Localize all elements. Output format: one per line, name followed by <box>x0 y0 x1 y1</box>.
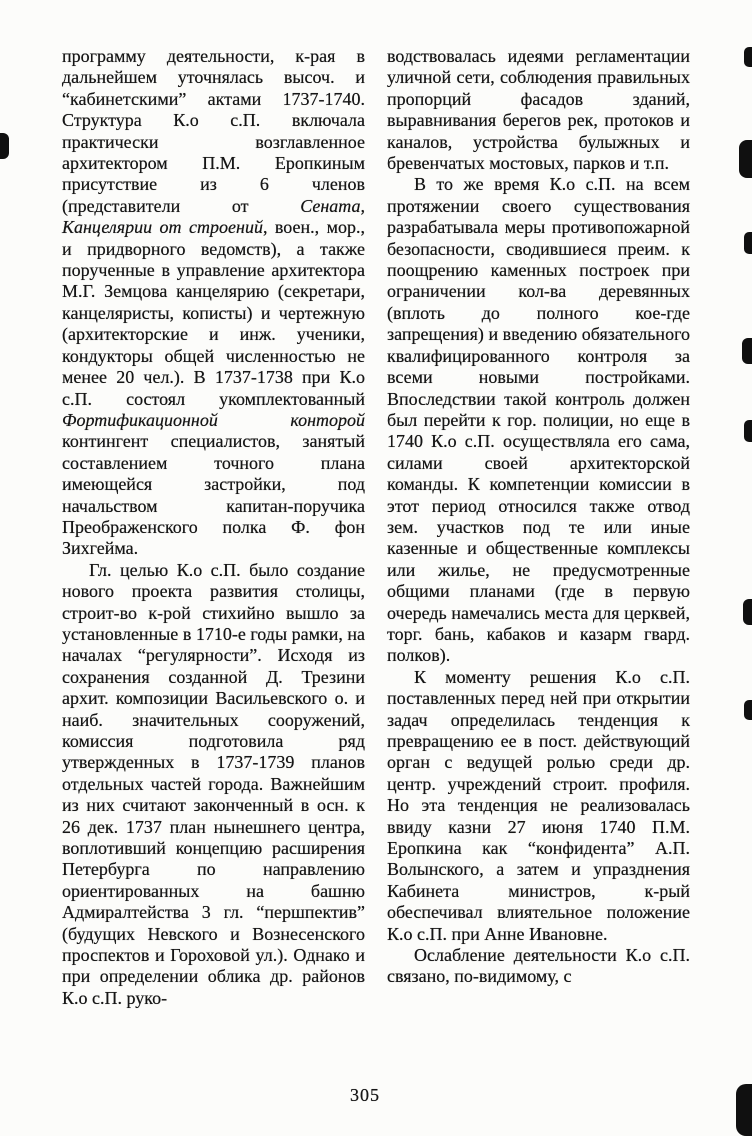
paragraph <box>387 667 690 945</box>
scan-artifact <box>0 133 9 159</box>
scan-artifact <box>744 47 752 67</box>
scan-artifact <box>736 1084 752 1136</box>
column-left <box>62 46 365 1009</box>
paragraph <box>387 174 690 666</box>
column-right <box>387 46 690 1009</box>
scan-artifact <box>739 140 752 178</box>
text-run: программу деятельности, к-рая в дальнейшем уточнялась высоч. и “кабинетскими” актами 1737-1740. Структура К.о с.П. включала практически возглавленное архитектором П.М. Еропкиным присутствие из 6 членов (представители от <box>62 46 365 216</box>
paragraph <box>387 945 690 988</box>
scan-artifact <box>742 338 752 364</box>
scan-artifact <box>744 420 752 442</box>
italic-text-run: Сената, Канцелярии от строений <box>62 195 365 238</box>
scan-artifact <box>744 700 752 720</box>
paragraph <box>62 560 365 1010</box>
text-run: , воен., мор., и придворного ведомств), а также порученные в управление архитектора М.Г. Земцова канцелярию (секретари, канцеляристы, кописты) и чертежную (архитекторские и инж. ученики, кондукторы общей численностью не менее 20 чел.). В 1737-1738 при К.о с.П. состоял укомплектованный <box>62 217 366 409</box>
text-run: К моменту решения К.о с.П. поставленных перед ней при открытии задач определилась тенденция к превращению ее в пост. действующий орган с ведущей ролью среди др. центр. учреждений строит. профиля. Но эта тенденция не реализовалась ввиду казни 27 июня 1740 П.М. Еропкина как “конфидента” А.П. Волынского, а затем и упразднения Кабинета министров, к-рый обеспечивал влиятельное положение К.о с.П. при Анне Ивановне. <box>387 666 690 944</box>
scan-artifact <box>744 232 752 254</box>
paragraph <box>387 46 690 174</box>
page-number: 305 <box>350 1085 380 1105</box>
scan-artifact <box>743 599 752 625</box>
text-run: водствовалась идеями регламентации уличной сети, соблюдения правильных пропорций фасадов зданий, выравнивания берегов рек, протоков и каналов, устройства булыжных и бревенчатых мостовых, парков и т.п. <box>387 46 690 174</box>
text-run: В то же время К.о с.П. на всем протяжении своего существования разрабатывала меры противопожарной безопасности, сводившиеся преим. к поощрению каменных построек при ограничении кол-ва деревянных (вплоть до полного кое-где запрещения) и введению обязательного квалифицированного контроля за всеми новыми постройками. Впоследствии такой контроль должен был перейти к гор. полиции, но еще в 1740 К.о с.П. осуществляла его сама, силами своей архитекторской команды. К компетенции комиссии в этот период относился также отвод зем. участков под те или иные казенные и общественные комплексы или жилье, не предусмотренные общими планами (где в первую очередь намечались места для церквей, торг. бань, кабаков и казарм гвард. полков). <box>387 174 690 666</box>
paragraph <box>62 46 365 560</box>
text-run: контингент специалистов, занятый составлением точного плана имеющейся застройки, под начальством капитан-поручика Преображенского полка Ф. фон Зихгейма. <box>62 431 365 559</box>
text-run: Гл. целью К.о с.П. было создание нового проекта развития столицы, строит-во к-рой стихийно вышло за установленные в 1710-е годы рамки, на началах “регулярности”. Исходя из сохранения созданной Д. Трезини архит. композиции Васильевского о. и наиб. значительных сооружений, комиссия подготовила ряд утвержденных в 1737-1739 планов отдельных частей города. Важнейшим из них считают законченный в осн. к 26 дек. 1737 план нынешнего центра, воплотивший концепцию расширения Петербурга по направлению ориентированных на башню Адмиралтейства 3 гл. “першпектив” (будущих Невского и Вознесенского проспектов и Гороховой ул.). Однако и при определении облика др. районов К.о с.П. руко- <box>62 559 365 1008</box>
italic-text-run: Фортификационной конторой <box>62 409 365 430</box>
text-columns <box>62 46 690 1009</box>
text-run: Ослабление деятельности К.о с.П. связано, по-видимому, с <box>387 945 690 987</box>
